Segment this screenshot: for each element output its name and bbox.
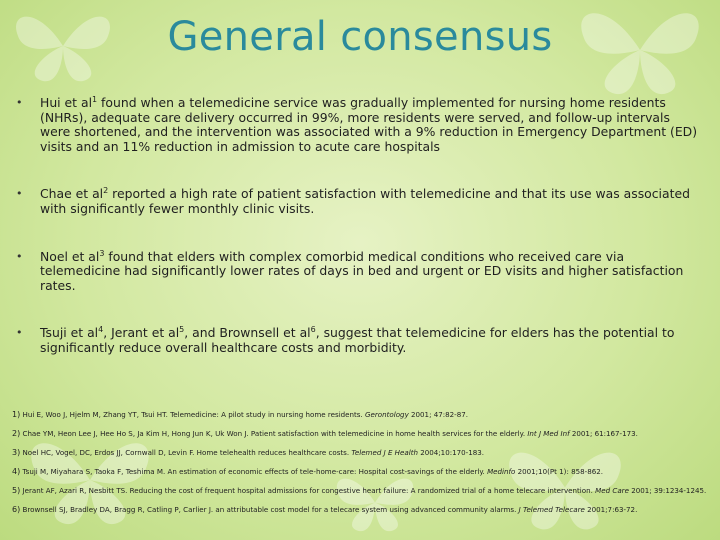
reference-text: Brownsell SJ, Bradley DA, Bragg R, Catling P, Carlier J. an attributable cost model for a telecare system using advanced community alarms. xyxy=(22,505,519,514)
reference-tail: 2004;10:170-183. xyxy=(417,448,484,457)
citation-number: 4 xyxy=(98,325,104,335)
reference-journal: Telemed J E Health xyxy=(351,448,418,457)
reference-tail: 2001;7:63-72. xyxy=(584,505,638,514)
reference-journal: J Telemed Telecare xyxy=(518,505,585,514)
bullet-item xyxy=(14,187,704,216)
reference-text: Chae YM, Heon Lee J, Hee Ho S, Ja Kim H, Hong Jun K, Uk Won J. Patient satisfaction with telemedicine in home health services for the elderly. xyxy=(22,429,528,438)
bullet-text: reported a high rate of patient satisfaction with telemedicine and that its use was associated with significantly fewer monthly clinic visits. xyxy=(40,186,690,216)
reference-number: 3) xyxy=(12,448,21,457)
reference-number: 2) xyxy=(12,429,21,438)
reference-text: Tsuji M, Miyahara S, Taoka F, Teshima M. An estimation of economic effects of tele-home-care: Hospital cost-savings of the elderly. xyxy=(22,467,488,476)
reference-journal: Medinfo xyxy=(487,467,516,476)
bullet-lead: Noel et al xyxy=(40,248,100,264)
bullet-dot-icon: • xyxy=(16,249,23,263)
citation-number: 1 xyxy=(92,94,98,104)
citation-number: 2 xyxy=(103,186,109,196)
bullet-lead: Chae et al xyxy=(40,186,104,202)
reference-journal: Med Care xyxy=(595,486,629,495)
bullet-item xyxy=(14,250,704,294)
bullet-text: found that elders with complex comorbid medical conditions who received care via telemedicine had significantly lower rates of days in bed and urgent or ED visits and higher satisfaction rates. xyxy=(40,248,684,293)
citation-number: 5 xyxy=(179,325,185,335)
reference-number: 1) xyxy=(12,410,21,419)
reference-number: 5) xyxy=(12,486,21,495)
reference-tail: 2001; 61:167-173. xyxy=(569,429,638,438)
citation-number: 6 xyxy=(310,325,316,335)
bullet-list xyxy=(14,96,704,356)
bullet-text: found when a telemedicine service was gradually implemented for nursing home residents (NHRs), adequate care delivery occurred in 99%, more residents were served, and follow-up intervals were shortened, and the intervention was associated with a 9% reduction in Emergency Department (ED) visits and an 11% reduction in admission to acute care hospitals xyxy=(40,95,698,154)
reference-text: Jerant AF, Azari R, Nesbitt TS. Reducing the cost of frequent hospital admissions for congestive heart failure: A randomized trial of a home telecare intervention. xyxy=(22,486,596,495)
reference-number: 4) xyxy=(12,467,21,476)
reference-item xyxy=(12,429,712,438)
bullet-lead: , Jerant et al xyxy=(103,325,180,341)
reference-text: Hui E, Woo J, Hjelm M, Zhang YT, Tsui HT. Telemedicine: A pilot study in nursing home residents. xyxy=(22,410,366,419)
bullet-lead: , and Brownsell et al xyxy=(184,325,311,341)
slide-title: General consensus xyxy=(167,14,553,60)
citation-number: 3 xyxy=(99,248,105,258)
bullet-dot-icon: • xyxy=(16,326,23,340)
bullet-text: , suggest that telemedicine for elders has the potential to significantly reduce overall healthcare costs and morbidity. xyxy=(40,325,675,355)
bullet-dot-icon: • xyxy=(16,187,23,201)
reference-journal: Gerontology xyxy=(365,410,409,419)
reference-list xyxy=(12,410,712,524)
reference-tail: 2001; 39:1234-1245. xyxy=(628,486,707,495)
reference-item xyxy=(12,410,712,419)
reference-tail: 2001;10(Pt 1): 858-862. xyxy=(515,467,603,476)
reference-number: 6) xyxy=(12,505,21,514)
reference-text: Noel HC, Vogel, DC, Erdos JJ, Cornwall D, Levin F. Home telehealth reduces healthcare costs. xyxy=(22,448,352,457)
reference-tail: 2001; 47:82-87. xyxy=(408,410,469,419)
bullet-dot-icon: • xyxy=(16,96,23,109)
reference-item xyxy=(12,486,712,495)
bullet-item xyxy=(14,96,704,154)
bullet-lead: Hui et al xyxy=(40,95,93,110)
reference-journal: Int J Med Inf xyxy=(527,429,570,438)
reference-item xyxy=(12,467,712,476)
bullet-lead: Tsuji et al xyxy=(40,325,99,341)
reference-item xyxy=(12,448,712,457)
bullet-item xyxy=(14,326,704,355)
reference-item xyxy=(12,505,712,514)
